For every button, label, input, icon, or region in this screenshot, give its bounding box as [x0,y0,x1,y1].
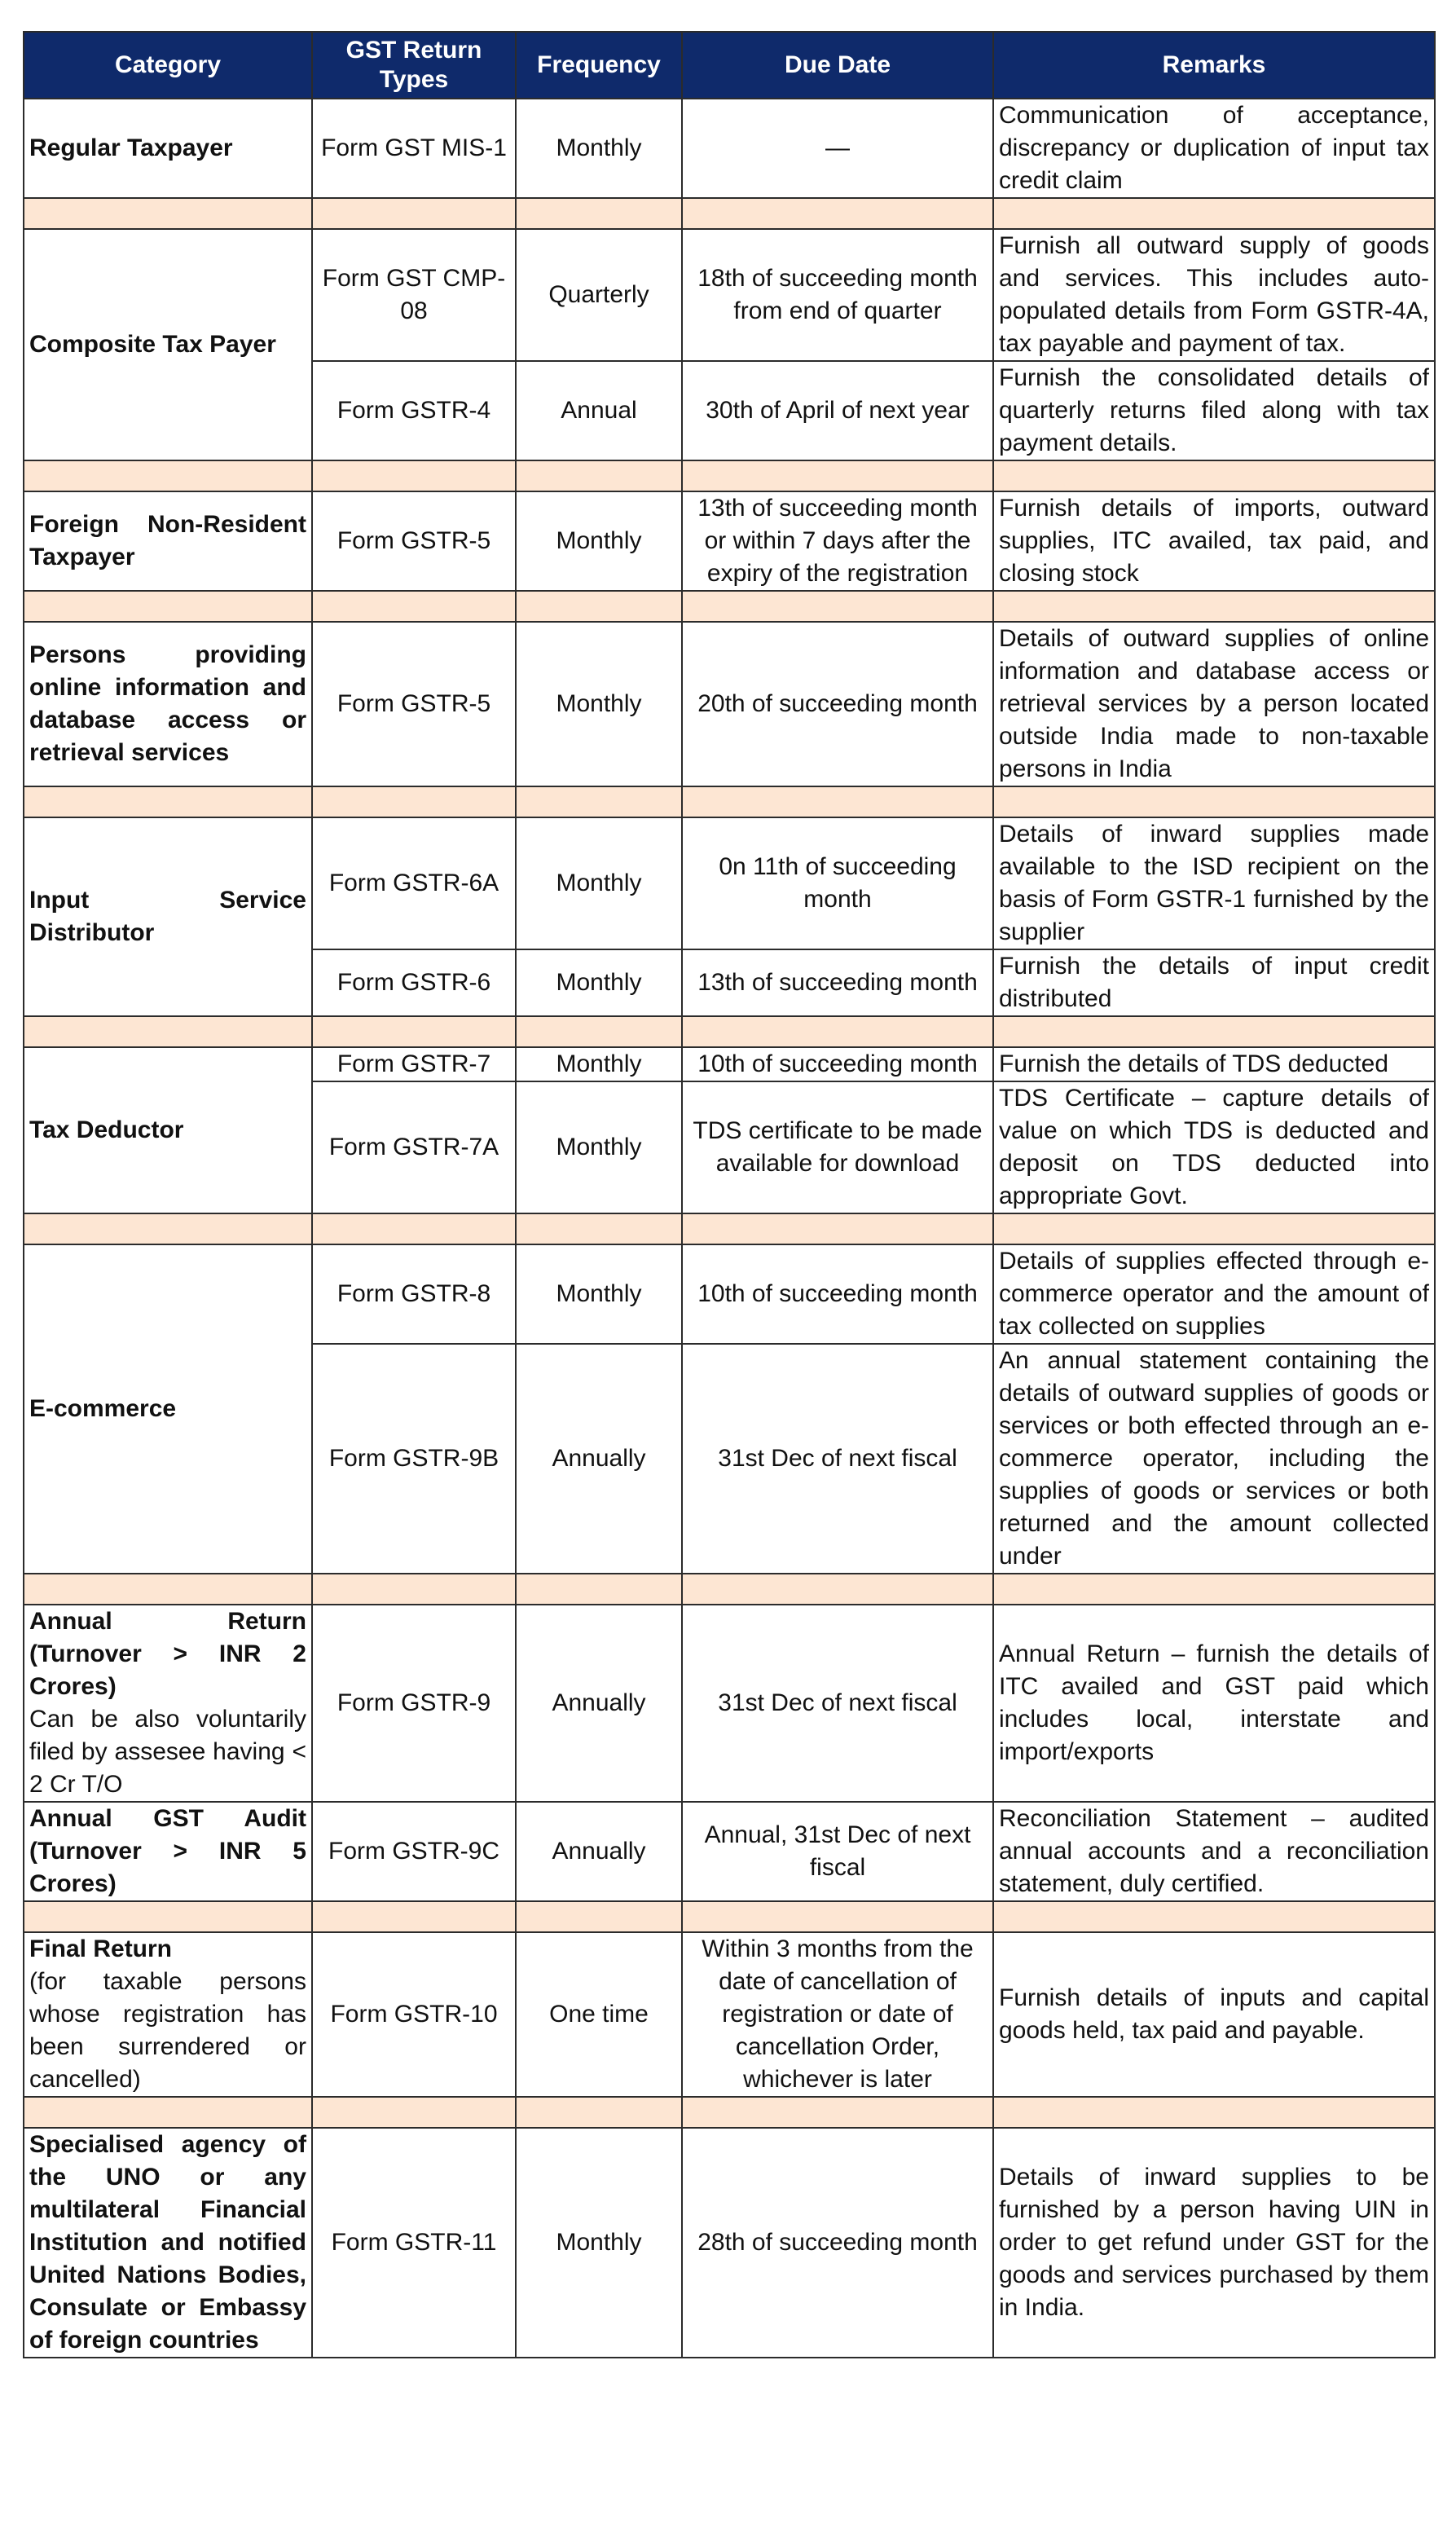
table-row [24,99,1435,198]
table-row [24,229,1435,361]
category-note: (for taxable persons whose registration has been surrendered or cancelled) [29,1968,306,2093]
frequency-cell: One time [516,1932,682,2097]
category-title: Persons providing online information and database access or retrieval services [29,641,306,766]
spacer-cell [312,1016,516,1047]
category-title: Annual GST Audit (Turnover > INR 5 Crores) [29,1805,306,1897]
spacer-cell [516,591,682,622]
spacer-cell [993,591,1435,622]
spacer-row [24,198,1435,229]
spacer-cell [516,2097,682,2128]
return-type-cell: Form GST MIS-1 [312,99,516,198]
remarks-cell: Furnish the details of input credit distributed [993,949,1435,1016]
remarks-cell: Annual Return – furnish the details of ITC availed and GST paid which includes local, interstate and import/exports [993,1605,1435,1802]
spacer-cell [24,1213,312,1244]
frequency-cell: Monthly [516,99,682,198]
due-date-cell: 30th of April of next year [682,361,993,460]
due-date-cell: 0n 11th of succeeding month [682,817,993,949]
frequency-cell: Monthly [516,491,682,591]
table-header-row [24,32,1435,99]
category-cell [24,99,312,198]
category-cell [24,1802,312,1901]
frequency-cell: Monthly [516,1244,682,1344]
category-title: Composite Tax Payer [29,331,276,358]
return-type-cell: Form GSTR-6A [312,817,516,949]
frequency-cell: Annually [516,1802,682,1901]
spacer-cell [682,591,993,622]
category-cell [24,817,312,1016]
table-row [24,1802,1435,1901]
spacer-cell [682,1213,993,1244]
remarks-cell: Furnish the consolidated details of quarterly returns filed along with tax payment details. [993,361,1435,460]
due-date-cell: 13th of succeeding month [682,949,993,1016]
spacer-row [24,1574,1435,1605]
header-return-types: GST Return Types [312,32,516,99]
table-row [24,1244,1435,1344]
due-date-cell: 13th of succeeding month or within 7 days after the expiry of the registration [682,491,993,591]
spacer-cell [312,198,516,229]
spacer-cell [682,1574,993,1605]
return-type-cell: Form GSTR-9C [312,1802,516,1901]
spacer-cell [312,591,516,622]
spacer-cell [682,1901,993,1932]
spacer-cell [24,460,312,491]
spacer-cell [312,1574,516,1605]
category-title: Foreign Non-Resident Taxpayer [29,511,306,570]
category-cell [24,2128,312,2358]
remarks-cell: An annual statement containing the details of outward supplies of goods or services or both effected through an e-commerce operator, including the supplies of goods or services or both returned and the amount collected under [993,1344,1435,1574]
category-cell [24,229,312,460]
return-type-cell: Form GSTR-5 [312,491,516,591]
return-type-cell: Form GSTR-4 [312,361,516,460]
return-type-cell: Form GSTR-5 [312,622,516,786]
spacer-cell [312,460,516,491]
frequency-cell: Monthly [516,1047,682,1081]
spacer-cell [516,1574,682,1605]
category-cell [24,1605,312,1802]
return-type-cell: Form GSTR-7 [312,1047,516,1081]
spacer-cell [312,786,516,817]
spacer-cell [516,1901,682,1932]
frequency-cell: Quarterly [516,229,682,361]
spacer-cell [24,1016,312,1047]
spacer-row [24,1016,1435,1047]
remarks-cell: Furnish the details of TDS deducted [993,1047,1435,1081]
category-title: Final Return [29,1935,173,1962]
remarks-cell: Furnish details of inputs and capital goods held, tax paid and payable. [993,1932,1435,2097]
spacer-cell [993,460,1435,491]
category-note: Can be also voluntarily filed by assesee having < 2 Cr T/O [29,1706,306,1798]
category-cell [24,1932,312,2097]
due-date-cell: Within 3 months from the date of cancellation of registration or date of cancellation Order, whichever is later [682,1932,993,2097]
spacer-cell [516,460,682,491]
spacer-cell [24,786,312,817]
spacer-cell [682,460,993,491]
spacer-cell [312,1901,516,1932]
table-row [24,1047,1435,1081]
table-row [24,1932,1435,2097]
due-date-cell: Annual, 31st Dec of next fiscal [682,1802,993,1901]
frequency-cell: Monthly [516,622,682,786]
table-row [24,622,1435,786]
header-category: Category [24,32,312,99]
spacer-row [24,591,1435,622]
remarks-cell: Furnish all outward supply of goods and services. This includes auto-populated details from Form GSTR-4A, tax payable and payment of tax. [993,229,1435,361]
remarks-cell: Furnish details of imports, outward supplies, ITC availed, tax paid, and closing stock [993,491,1435,591]
return-type-cell: Form GSTR-11 [312,2128,516,2358]
category-title: Regular Taxpayer [29,134,233,161]
return-type-cell: Form GSTR-10 [312,1932,516,2097]
category-title: Input Service Distributor [29,887,306,946]
due-date-cell: TDS certificate to be made available for download [682,1081,993,1213]
spacer-cell [682,2097,993,2128]
spacer-row [24,1901,1435,1932]
spacer-cell [516,198,682,229]
spacer-cell [993,1016,1435,1047]
category-title: E-commerce [29,1395,177,1422]
header-due-date: Due Date [682,32,993,99]
gst-returns-table-container [23,31,1434,2358]
remarks-cell: Details of inward supplies made available to the ISD recipient on the basis of Form GSTR-1 furnished by the supplier [993,817,1435,949]
frequency-cell: Monthly [516,817,682,949]
due-date-cell: 10th of succeeding month [682,1244,993,1344]
spacer-cell [24,591,312,622]
spacer-cell [682,786,993,817]
category-cell [24,622,312,786]
spacer-cell [682,1016,993,1047]
spacer-cell [682,198,993,229]
frequency-cell: Annually [516,1344,682,1574]
return-type-cell: Form GSTR-9B [312,1344,516,1574]
spacer-cell [24,2097,312,2128]
spacer-cell [312,2097,516,2128]
return-type-cell: Form GSTR-7A [312,1081,516,1213]
due-date-cell: 31st Dec of next fiscal [682,1605,993,1802]
due-date-cell: 28th of succeeding month [682,2128,993,2358]
spacer-row [24,786,1435,817]
frequency-cell: Annual [516,361,682,460]
table-row [24,817,1435,949]
remarks-cell: Details of outward supplies of online information and database access or retrieval services by a person located outside India made to non-taxable persons in India [993,622,1435,786]
frequency-cell: Annually [516,1605,682,1802]
category-title: Annual Return (Turnover > INR 2 Crores) [29,1608,306,1700]
due-date-cell: 18th of succeeding month from end of quarter [682,229,993,361]
due-date-cell: — [682,99,993,198]
due-date-cell: 10th of succeeding month [682,1047,993,1081]
return-type-cell: Form GSTR-8 [312,1244,516,1344]
spacer-cell [993,1901,1435,1932]
spacer-cell [24,198,312,229]
remarks-cell: Details of supplies effected through e-commerce operator and the amount of tax collected on supplies [993,1244,1435,1344]
category-cell [24,1047,312,1213]
remarks-cell: Details of inward supplies to be furnished by a person having UIN in order to get refund under GST for the goods and services purchased by them in India. [993,2128,1435,2358]
frequency-cell: Monthly [516,949,682,1016]
spacer-cell [993,198,1435,229]
category-cell [24,491,312,591]
return-type-cell: Form GSTR-6 [312,949,516,1016]
header-remarks: Remarks [993,32,1435,99]
spacer-cell [516,1213,682,1244]
remarks-cell: Communication of acceptance, discrepancy or duplication of input tax credit claim [993,99,1435,198]
spacer-cell [993,1574,1435,1605]
remarks-cell: TDS Certificate – capture details of value on which TDS is deducted and deposit on TDS deducted into appropriate Govt. [993,1081,1435,1213]
table-body [24,99,1435,2358]
table-row [24,491,1435,591]
spacer-cell [993,786,1435,817]
table-row [24,2128,1435,2358]
return-type-cell: Form GSTR-9 [312,1605,516,1802]
frequency-cell: Monthly [516,2128,682,2358]
gst-returns-table [23,31,1436,2358]
remarks-cell: Reconciliation Statement – audited annual accounts and a reconciliation statement, duly certified. [993,1802,1435,1901]
spacer-cell [516,786,682,817]
frequency-cell: Monthly [516,1081,682,1213]
spacer-row [24,460,1435,491]
spacer-cell [993,1213,1435,1244]
spacer-cell [24,1574,312,1605]
spacer-cell [516,1016,682,1047]
table-row [24,1605,1435,1802]
due-date-cell: 31st Dec of next fiscal [682,1344,993,1574]
category-title: Tax Deductor [29,1116,184,1143]
return-type-cell: Form GST CMP-08 [312,229,516,361]
spacer-row [24,1213,1435,1244]
spacer-cell [24,1901,312,1932]
spacer-cell [312,1213,516,1244]
spacer-row [24,2097,1435,2128]
spacer-cell [993,2097,1435,2128]
due-date-cell: 20th of succeeding month [682,622,993,786]
category-title: Specialised agency of the UNO or any multilateral Financial Institution and notified United Nations Bodies, Consulate or Embassy of foreign countries [29,2131,306,2354]
header-frequency: Frequency [516,32,682,99]
category-cell [24,1244,312,1574]
